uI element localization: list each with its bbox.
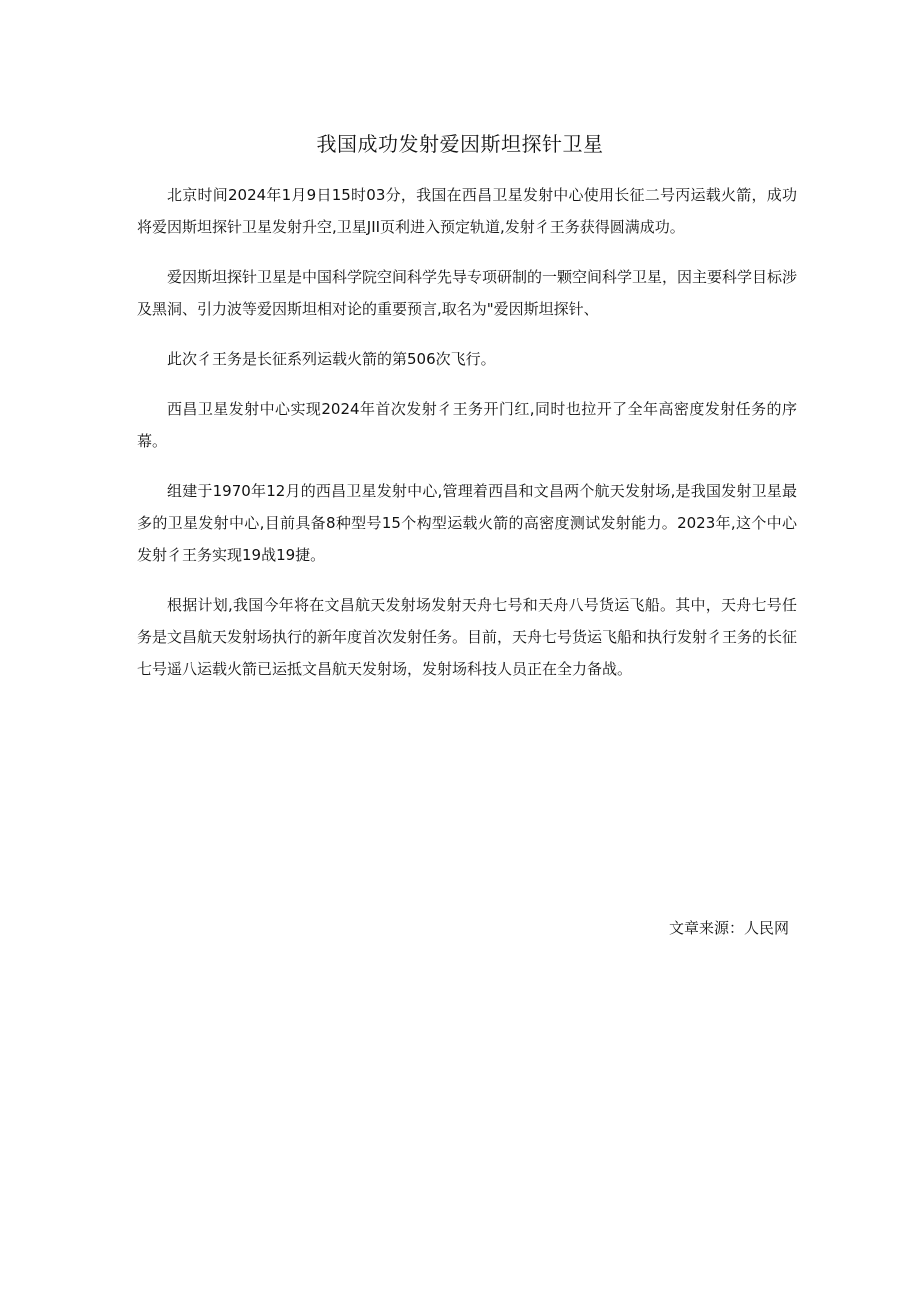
paragraph-plan: 根据计划,我国今年将在文昌航天发射场发射天舟七号和天舟八号货运飞船。其中，天舟七号任务是文昌航天发射场执行的新年度首次发射任务。目前，天舟七号货运飞船和执行发射彳王务的长征七号遥八运载火箭已运抵文昌航天发射场，发射场科技人员正在全力备战。 [137,596,798,678]
paragraph-flight-count: 此次彳王务是长征系列运载火箭的第506次飞行。 [167,350,496,368]
paragraph-first-launch: 西昌卫星发射中心实现2024年首次发射彳王务开门红,同时也拉开了全年高密度发射任务的序幕。 [137,400,797,450]
article-title: 我国成功发射爱因斯坦探针卫星 [316,132,604,156]
paragraph-satellite: 爱因斯坦探针卫星是中国科学院空间科学先导专项研制的一颗空间科学卫星，因主要科学目标涉及黑洞、引力波等爱因斯坦相对论的重要预言,取名为"爱因斯坦探针、 [137,268,798,318]
article-body [137,179,797,703]
paragraph-launch: 北京时间2024年1月9日15时03分，我国在西昌卫星发射中心使用长征二号丙运载火箭，成功将爱因斯坦探针卫星发射升空,卫星JII页利进入预定轨道,发射彳王务获得圆满成功。 [137,186,797,236]
article-source: 文章来源：人民网 [668,919,789,937]
paragraph-launch-center: 组建于1970年12月的西昌卫星发射中心,管理着西昌和文昌两个航天发射场,是我国发射卫星最多的卫星发射中心,目前具备8种型号15个构型运载火箭的高密度测试发射能力。2023年,这个中心发射彳王务实现19战19捷。 [137,482,797,564]
